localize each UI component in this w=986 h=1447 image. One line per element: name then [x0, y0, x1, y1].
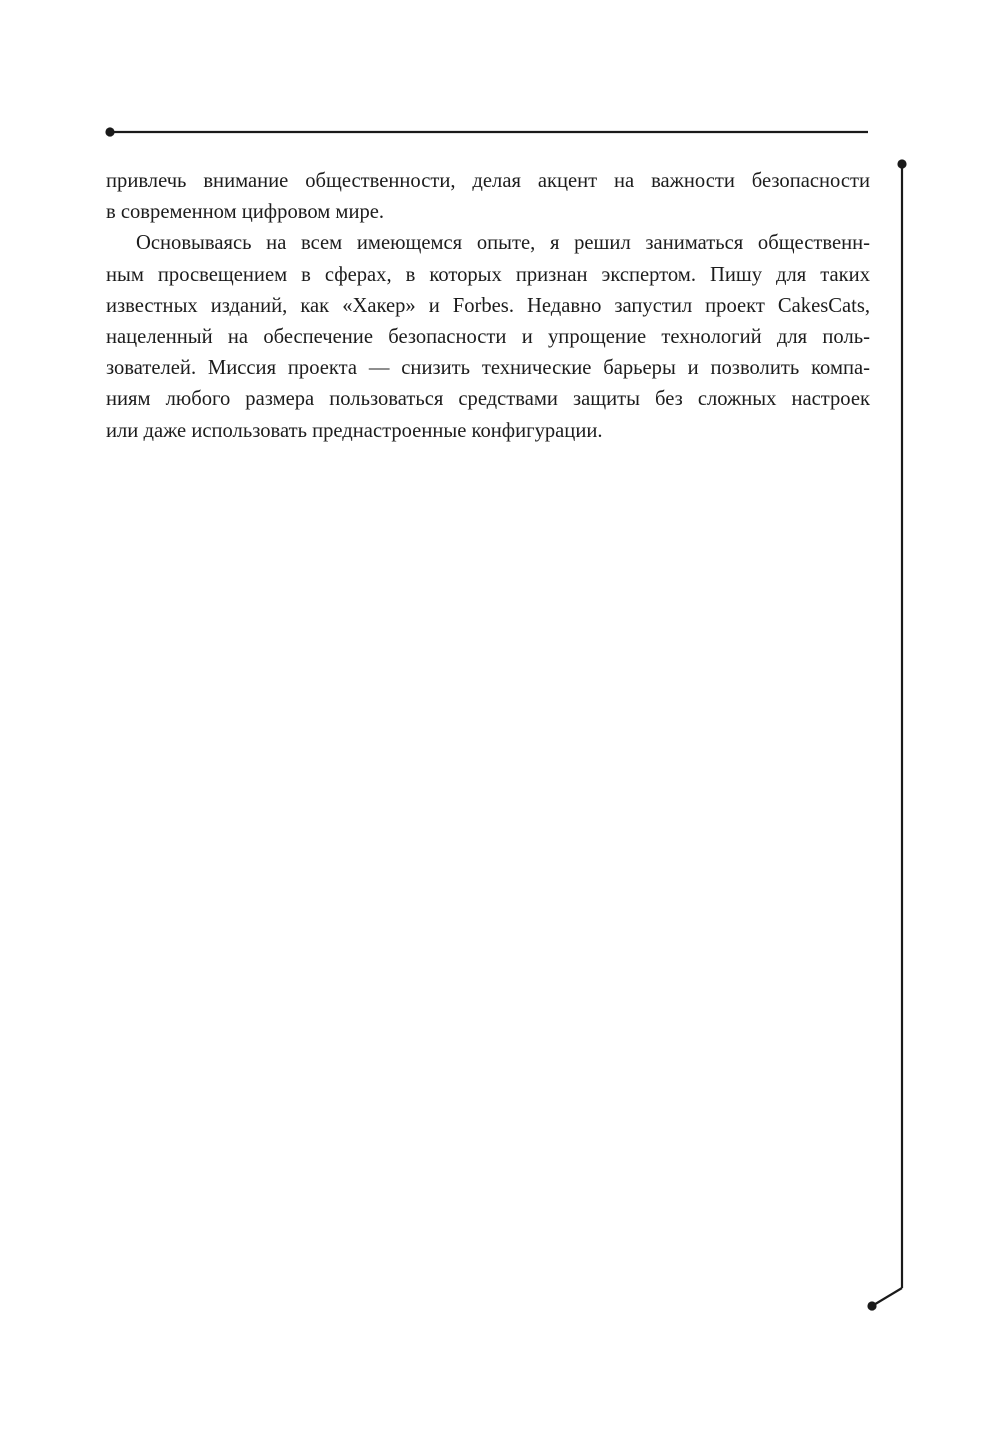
text-line: ным просвещением в сферах, в которых признан экспертом. Пишу для таких	[106, 263, 870, 286]
text-line: зователей. Миссия проекта — снизить технические барьеры и позволить компа-	[106, 357, 870, 380]
corner-bottom-dot	[867, 1301, 876, 1310]
corner-diagonal-line	[872, 1288, 902, 1306]
text-line: Основываясь на всем имеющемся опыте, я решил заниматься общественн-	[136, 232, 870, 255]
text-line: нацеленный на обеспечение безопасности и упрощение технологий для поль-	[106, 326, 870, 349]
text-line: известных изданий, как «Хакер» и Forbes. Недавно запустил проект CakesCats,	[106, 294, 870, 317]
paragraph-2	[106, 228, 870, 446]
text-line: или даже использовать преднастроенные конфигурации.	[106, 419, 603, 442]
right-rule-top-dot	[897, 159, 906, 168]
top-rule-dot	[105, 127, 114, 136]
text-line: в современном цифровом мире.	[106, 201, 385, 224]
body-text	[106, 166, 870, 447]
text-line: ниям любого размера пользоваться средствами защиты без сложных настроек	[106, 388, 870, 411]
paragraph-1	[106, 166, 870, 228]
text-line: привлечь внимание общественности, делая акцент на важности безопасности	[106, 170, 870, 192]
